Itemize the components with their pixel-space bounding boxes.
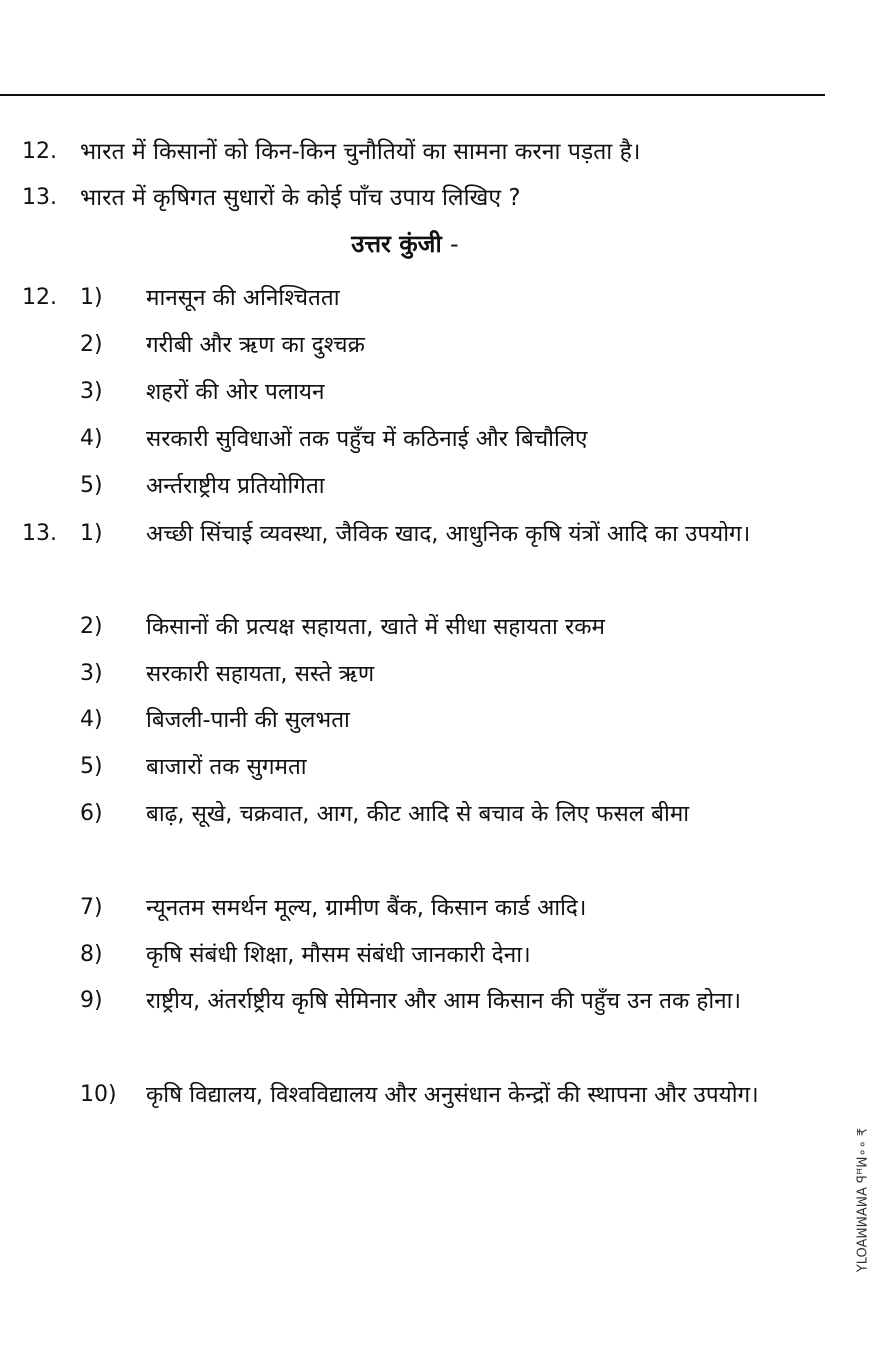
list-item-number: 10) [80,1082,117,1107]
list-item: कृषि विद्यालय, विश्वविद्यालय और अनुसंधान केन्द्रों की स्थापना और उपयोग। [146,1082,759,1108]
list-item: गरीबी और ऋण का दुश्चक्र [146,332,365,358]
question-number: 12. [22,139,57,164]
list-item-number: 5) [80,754,103,779]
list-item-number: 4) [80,426,103,451]
answer-key-title: उत्तर कुंजी [351,230,442,258]
list-item: अर्न्तराष्ट्रीय प्रतियोगिता [146,473,325,499]
list-item-number: 1) [80,521,103,546]
question-number: 13. [22,185,57,210]
list-item-number: 5) [80,473,103,498]
list-item-number: 6) [80,801,103,826]
list-item: बिजली-पानी की सुलभता [146,707,350,733]
question-text: भारत में किसानों को किन-किन चुनौतियों का सामना करना पड़ता है। [80,139,641,165]
list-item: सरकारी सहायता, सस्ते ऋण [146,661,375,687]
answer-key-heading [0,229,810,259]
top-rule [0,94,825,96]
answer-key-dash: - [450,230,459,258]
list-item: सरकारी सुविधाओं तक पहुँच में कठिनाई और बिचौलिए [146,426,588,452]
list-item: राष्ट्रीय, अंतर्राष्ट्रीय कृषि सेमिनार और आम किसान की पहुँच उन तक होना। [146,988,742,1014]
list-item-number: 3) [80,379,103,404]
list-item: बाजारों तक सुगमता [146,754,307,780]
list-item: कृषि संबंधी शिक्षा, मौसम संबंधी जानकारी देना। [146,942,531,968]
list-item-number: 1) [80,285,103,310]
answer-number: 12. [22,285,57,310]
list-item-number: 2) [80,332,103,357]
answer-number: 13. [22,521,57,546]
question-text: भारत में कृषिगत सुधारों के कोई पाँच उपाय लिखिए ? [80,185,521,211]
list-item-number: 2) [80,614,103,639]
list-item: न्यूनतम समर्थन मूल्य, ग्रामीण बैंक, किसान कार्ड आदि। [146,895,587,921]
list-item: अच्छी सिंचाई व्यवस्था, जैविक खाद, आधुनिक कृषि यंत्रों आदि का उपयोग। [146,521,751,547]
list-item: बाढ़, सूखे, चक्रवात, आग, कीट आदि से बचाव के लिए फसल बीमा [146,801,690,827]
list-item: किसानों की प्रत्यक्ष सहायता, खाते में सीधा सहायता रकम [146,614,605,640]
list-item-number: 8) [80,942,103,967]
list-item-number: 3) [80,661,103,686]
list-item-number: 9) [80,988,103,1013]
list-item-number: 7) [80,895,103,920]
list-item-number: 4) [80,707,103,732]
margin-mark-text: YLOAꟽꟽAꟽA ꟼꟸꟽ∘∘ ₹ [855,1127,871,1273]
list-item: मानसून की अनिश्चितता [146,285,340,311]
list-item: शहरों की ओर पलायन [146,379,325,405]
margin-mark [838,1110,888,1290]
